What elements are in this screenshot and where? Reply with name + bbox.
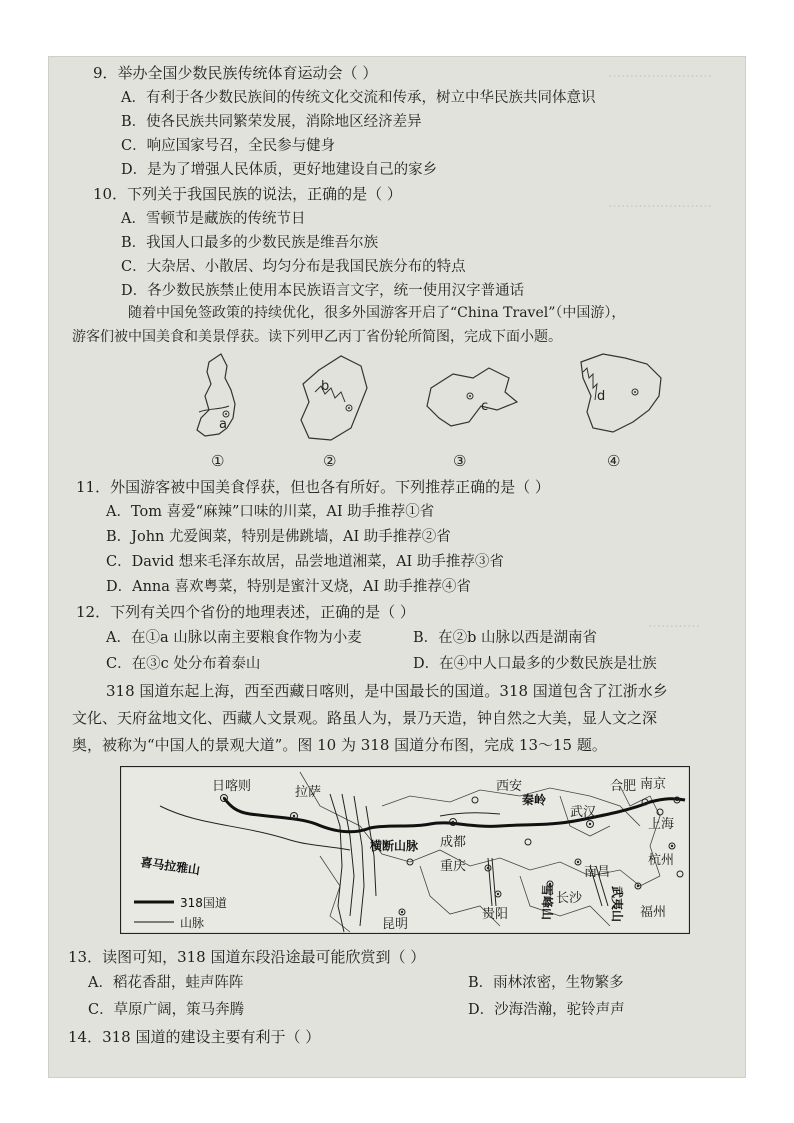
q10-stem: 10．下列关于我国民族的说法，正确的是（ ） — [93, 185, 402, 203]
mountain-wuyi: 武夷山 — [610, 886, 624, 923]
city-changsha: 长沙 — [556, 891, 583, 906]
q12-option-a: A．在①a 山脉以南主要粮食作物为小麦 — [106, 630, 362, 646]
passage1-line2: 游客们被中国美食和美景俘获。读下列甲乙丙丁省份轮所简图，完成下面小题。 — [72, 329, 562, 345]
province-maps — [191, 348, 671, 478]
q13-option-b: B．雨林浓密，生物繁多 — [468, 975, 624, 991]
q9-option-b: B．使各民族共同繁荣发展，消除地区经济差异 — [121, 114, 422, 130]
mountain-qinling: 秦岭 — [522, 793, 547, 807]
exam-paper — [48, 56, 746, 1078]
province-map-2 — [301, 356, 367, 470]
q9-option-c: C．响应国家号召，全民参与健身 — [121, 138, 336, 154]
q13-option-d: D．沙海浩瀚，驼铃声声 — [468, 1002, 625, 1018]
city-chongqing: 重庆 — [440, 859, 467, 874]
city-nanchang: 南昌 — [584, 865, 611, 880]
mountain-xuefeng: 雪峰山 — [540, 884, 554, 921]
bleed-through-text: …………………… — [608, 196, 712, 211]
q10-option-c: C．大杂居、小散居、均匀分布是我国民族分布的特点 — [121, 259, 466, 275]
province-letter-c: c — [481, 399, 489, 414]
q12-option-d: D．在④中人口最多的少数民族是壮族 — [413, 656, 657, 672]
province-map-1 — [197, 354, 235, 470]
q12-option-c: C．在③c 处分布着泰山 — [106, 656, 261, 672]
province-letter-a: a — [219, 417, 227, 432]
province-map-4 — [581, 354, 661, 470]
passage2-line1: 318 国道东起上海，西至西藏日喀则，是中国最长的国道。318 国道包含了江浙水乡 — [106, 682, 668, 700]
city-rikaze: 日喀则 — [212, 779, 252, 794]
city-chengdu: 成都 — [440, 835, 467, 850]
q11-option-a: A．Tom 喜爱“麻辣”口味的川菜，AI 助手推荐①省 — [106, 504, 435, 520]
city-hefei: 合肥 — [610, 779, 637, 794]
q11-option-d: D．Anna 喜欢粤菜，特别是蜜汁叉烧，AI 助手推荐④省 — [106, 579, 471, 595]
city-hangzhou: 杭州 — [648, 853, 675, 868]
passage2-line3: 奥，被称为“中国人的景观大道”。图 10 为 318 国道分布图，完成 13～15 题。 — [72, 736, 607, 754]
province-letter-d: d — [597, 389, 606, 404]
q9-stem: 9．举办全国少数民族传统体育运动会（ ） — [93, 64, 378, 82]
province-number-1: ① — [211, 452, 225, 470]
q10-option-d: D．各少数民族禁止使用本民族语言文字，统一使用汉字普通话 — [121, 283, 525, 299]
q10-option-a: A．雪顿节是藏族的传统节日 — [121, 211, 306, 227]
province-letter-b: b — [321, 379, 330, 394]
q11-option-b: B．John 尤爱闽菜，特别是佛跳墙，AI 助手推荐②省 — [106, 529, 451, 545]
city-lasa: 拉萨 — [295, 785, 322, 800]
legend-mountain: 山脉 — [180, 916, 205, 930]
city-xian: 西安 — [496, 779, 523, 794]
city-wuhan: 武汉 — [570, 805, 597, 820]
city-nanjing: 南京 — [640, 777, 667, 792]
route-318-map — [120, 766, 690, 934]
q13-option-c: C．草原广阔，策马奔腾 — [88, 1002, 245, 1018]
mountain-himalaya: 喜马拉雅山 — [139, 855, 201, 878]
q13-option-a: A．稻花香甜，蛙声阵阵 — [88, 975, 244, 991]
legend-route: 318国道 — [180, 896, 227, 910]
city-kunming: 昆明 — [382, 917, 409, 932]
q12-option-b: B．在②b 山脉以西是湖南省 — [413, 630, 598, 646]
q13-stem: 13．读图可知，318 国道东段沿途最可能欣赏到（ ） — [68, 948, 426, 966]
province-map-3 — [427, 368, 517, 470]
q12-stem: 12．下列有关四个省份的地理表述，正确的是（ ） — [76, 603, 415, 621]
passage1-line1: 随着中国免签政策的持续优化，很多外国游客开启了“China Travel”（中国游）， — [128, 305, 626, 321]
q10-option-b: B．我国人口最多的少数民族是维吾尔族 — [121, 235, 379, 251]
q11-option-c: C．David 想来毛泽东故居，品尝地道湘菜，AI 助手推荐③省 — [106, 554, 504, 570]
bleed-through-text: ………… — [648, 616, 700, 631]
bleed-through-text: …………………… — [608, 66, 712, 81]
q9-option-d: D．是为了增强人民体质，更好地建设自己的家乡 — [121, 162, 438, 178]
mountain-hengduan: 横断山脉 — [370, 839, 419, 853]
province-number-2: ② — [323, 452, 337, 470]
city-shanghai: 上海 — [648, 817, 675, 832]
q9-option-a: A．有利于各少数民族间的传统文化交流和传承，树立中华民族共同体意识 — [121, 90, 596, 106]
passage2-line2: 文化、天府盆地文化、西藏人文景观。路虽人为，景乃天造，钟自然之大美，显人文之深 — [72, 709, 658, 727]
city-guiyang: 贵阳 — [482, 907, 509, 922]
province-number-3: ③ — [453, 452, 467, 470]
q14-stem: 14．318 国道的建设主要有利于（ ） — [68, 1028, 321, 1046]
q11-stem: 11．外国游客被中国美食俘获，但也各有所好。下列推荐正确的是（ ） — [76, 478, 550, 496]
city-fuzhou: 福州 — [640, 905, 667, 920]
province-number-4: ④ — [607, 452, 621, 470]
